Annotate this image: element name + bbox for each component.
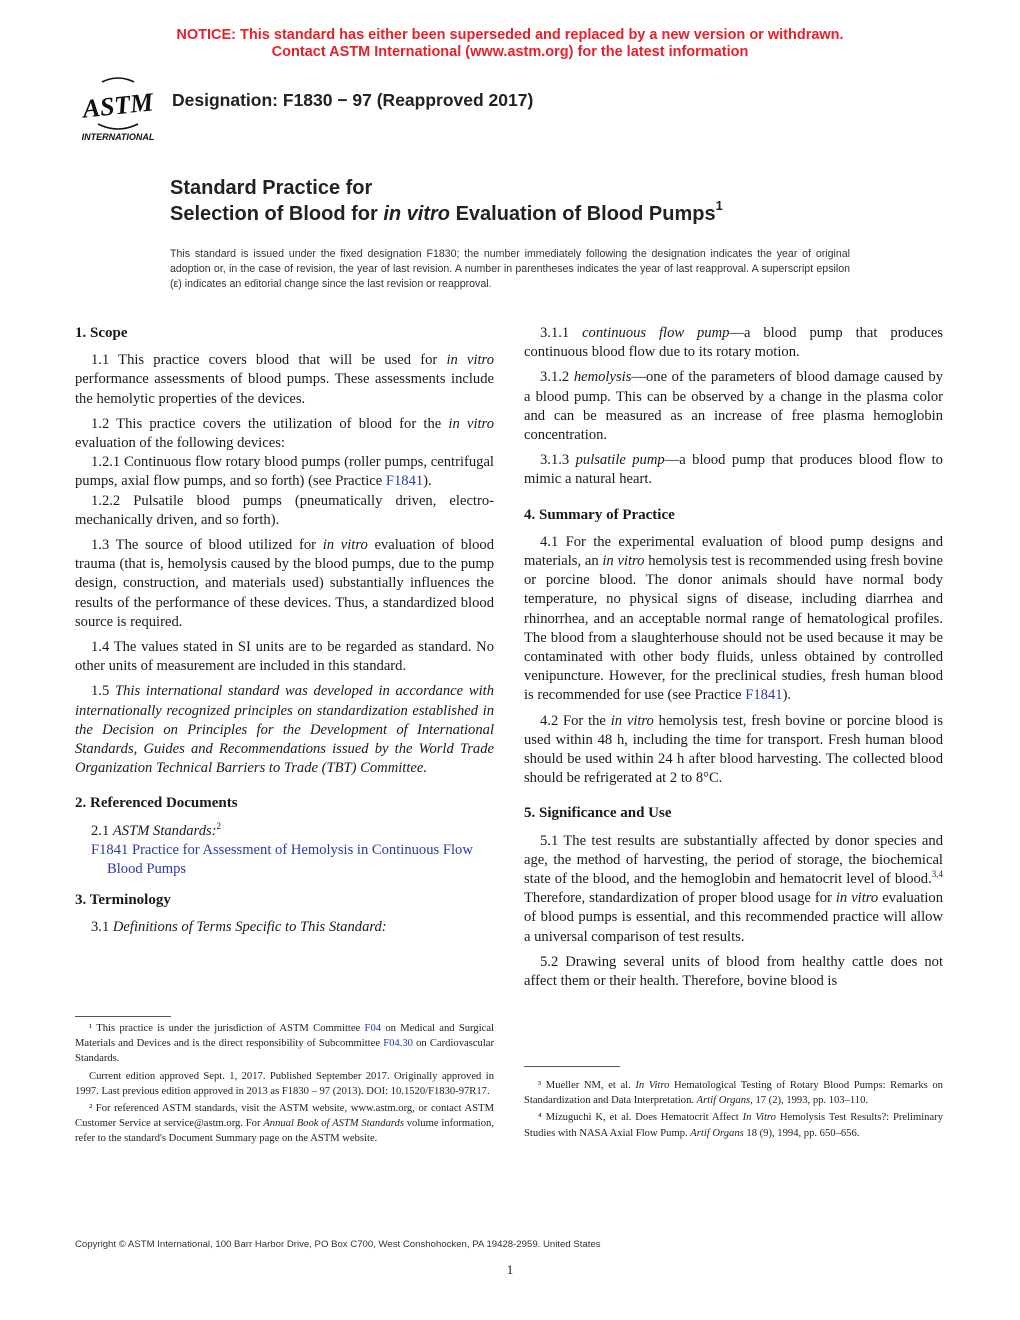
issued-statement: This standard is issued under the fixed designation F1830; the number immediately following the designation indicates the year of original adoption or, in the case of revision, the year of last revision. A number in parentheses indicates the year of last reapproval. A superscript epsilon (ε) indicates an editorial change since the last revision or reapproval. bbox=[170, 248, 850, 290]
notice-line-1: NOTICE: This standard has either been superseded and replaced by a new version or withdrawn. bbox=[176, 27, 844, 43]
page-number: 1 bbox=[506, 1262, 514, 1277]
footnote-1-edition: Current edition approved Sept. 1, 2017. Published September 2017. Originally approved in 1997. Last previous edition approved in 2013 as F1830 – 97 (2013). DOI: 10.1520/F1830-97R17. bbox=[75, 1070, 494, 1097]
copyright: Copyright © ASTM International, 100 Barr Harbor Drive, PO Box C700, West Conshohocken, PA 19428-2959. United States bbox=[75, 1239, 601, 1250]
footnote-3: ³ Mueller NM, et al. In Vitro Hematological Testing of Rotary Blood Pumps: Remarks on Standardization and Data Interpretation. Artif Organs, 17 (2), 1993, pp. 103–110. bbox=[524, 1080, 943, 1107]
para-1-3: 1.3 The source of blood utilized for in vitro evaluation of blood trauma (that is, hemolysis caused by the blood pumps, due to the pump design, construction, and materials used) substantially influences the results of the performance of these devices. Thus, a standardized blood source is required. bbox=[75, 537, 494, 630]
section-4-heading: 4. Summary of Practice bbox=[524, 506, 675, 523]
footnote-4: ⁴ Mizuguchi K, et al. Does Hematocrit Affect In Vitro Hemolysis Test Results?: Preliminary Studies with NASA Axial Flow Pump. Artif Organs 18 (9), 1994, pp. 650–656. bbox=[524, 1112, 943, 1139]
para-5-1: 5.1 The test results are substantially affected by donor species and age, the method of harvesting, the period of storage, the biochemical state of the blood, and the hemoglobin and hematocrit level of blood.$^{3,4}$ Therefore, standardization of proper blood usage for in vitro evaluation of blood pumps is essential, and this recommended practice will allow a universal comparison of test results. bbox=[524, 832, 943, 945]
para-3-1-2: 3.1.2 hemolysis—one of the parameters of blood damage caused by a blood pump. This can be observed by a change in the plasma color and can be measured as an increase of free plasma hemoglobin concentration. bbox=[524, 369, 943, 444]
section-2-heading: 2. Referenced Documents bbox=[75, 795, 238, 812]
designation: Designation: F1830 − 97 (Reapproved 2017) bbox=[172, 90, 534, 110]
referenced-document-f1841[interactable]: F1841 Practice for Assessment of Hemolysis in Continuous Flow Blood Pumps bbox=[91, 841, 473, 878]
para-1-5: 1.5 This international standard was developed in accordance with internationally recognized principles on standardization established in the Decision on Principles for the Development of International Standards, Guides and Recommendations issued by the World Trade Organization Technical Barriers to Trade (TBT) Committee. bbox=[75, 683, 495, 777]
footnotes-right bbox=[524, 1078, 943, 1143]
section-3-heading: 3. Terminology bbox=[75, 892, 171, 909]
para-1-2-1: 1.2.1 Continuous flow rotary blood pumps (roller pumps, centrifugal pumps, axial flow pumps, and so forth) (see Practice F1841). bbox=[75, 454, 494, 490]
para-1-2: 1.2 This practice covers the utilization of blood for the in vitro evaluation of the following devices: bbox=[75, 415, 494, 452]
footnote-1: ¹ This practice is under the jurisdiction of ASTM Committee F04 on Medical and Surgical Materials and Devices and is the direct responsibility of Subcommittee F04.30 on Cardiovascular Standards. bbox=[75, 1023, 494, 1065]
footnote-rule-left bbox=[75, 1016, 171, 1017]
title-line-1: Standard Practice for bbox=[170, 177, 373, 199]
logo-mark: ASTM bbox=[81, 87, 155, 124]
section-1-heading: 1. Scope bbox=[75, 325, 128, 341]
para-4-2: 4.2 For the in vitro hemolysis test, fresh bovine or porcine blood is used within 48 h, including the time for transport. Fresh human blood should be used within 24 h after blood harvesting. The collected blood should be refrigerated at 2 to 8°C. bbox=[524, 712, 943, 787]
footnotes-left bbox=[75, 1021, 494, 1149]
para-2-1: 2.1 ASTM Standards:$^2$ bbox=[91, 820, 222, 839]
document-title bbox=[170, 175, 723, 227]
para-1-4: 1.4 The values stated in SI units are to be regarded as standard. No other units of measurement are included in this standard. bbox=[75, 639, 494, 675]
para-5-2: 5.2 Drawing several units of blood from healthy cattle does not affect them or their health. Therefore, bovine blood is bbox=[524, 953, 943, 990]
logo-word: INTERNATIONAL bbox=[81, 132, 155, 142]
notice-line-2: Contact ASTM International (www.astm.org) for the latest information bbox=[271, 44, 749, 60]
link-f1841[interactable]: F1841 bbox=[385, 473, 424, 490]
astm-logo bbox=[72, 76, 164, 144]
para-3-1-1: 3.1.1 continuous flow pump—a blood pump that produces continuous blood flow due to its rotary motion. bbox=[524, 325, 944, 361]
right-column bbox=[524, 324, 943, 997]
footnote-2: ² For referenced ASTM standards, visit the ASTM website, www.astm.org, or contact ASTM Customer Service at service@astm.org. For Annual Book of ASTM Standards volume information, refer to the standard's Document Summary page on the ASTM website. bbox=[75, 1103, 494, 1145]
title-line-2: Selection of Blood for in vitro Evaluation of Blood Pumps$^1$ bbox=[170, 198, 723, 225]
para-1-2-2: 1.2.2 Pulsatile blood pumps (pneumatically driven, electro-mechanically driven, and so forth). bbox=[75, 492, 494, 528]
para-4-1: 4.1 For the experimental evaluation of blood pump designs and materials, an in vitro hemolysis test is recommended using fresh bovine or porcine blood. The donor animals should have normal body temperature, no physical signs of disease, including diarrhea and rhinorrhea, and an acceptable normal range of hematological profiles. The blood from a slaughterhouse should not be used because it may be contaminated with other body fluids, unless obtained by controlled venipuncture. However, for the preclinical studies, fresh human blood is recommended for use (see Practice F1841). bbox=[524, 533, 943, 704]
para-3-1: 3.1 Definitions of Terms Specific to This Standard: bbox=[91, 919, 387, 936]
footnote-rule-right bbox=[524, 1066, 620, 1067]
para-3-1-3: 3.1.3 pulsatile pump—a blood pump that produces blood flow to mimic a natural heart. bbox=[524, 452, 943, 488]
link-f1841-2[interactable]: F1841 bbox=[745, 687, 783, 704]
left-column bbox=[75, 324, 494, 944]
section-5-heading: 5. Significance and Use bbox=[524, 805, 672, 822]
para-1-1: 1.1 This practice covers blood that will be used for in vitro performance assessments of blood pumps. These assessments include the hemolytic properties of the devices. bbox=[75, 352, 494, 407]
